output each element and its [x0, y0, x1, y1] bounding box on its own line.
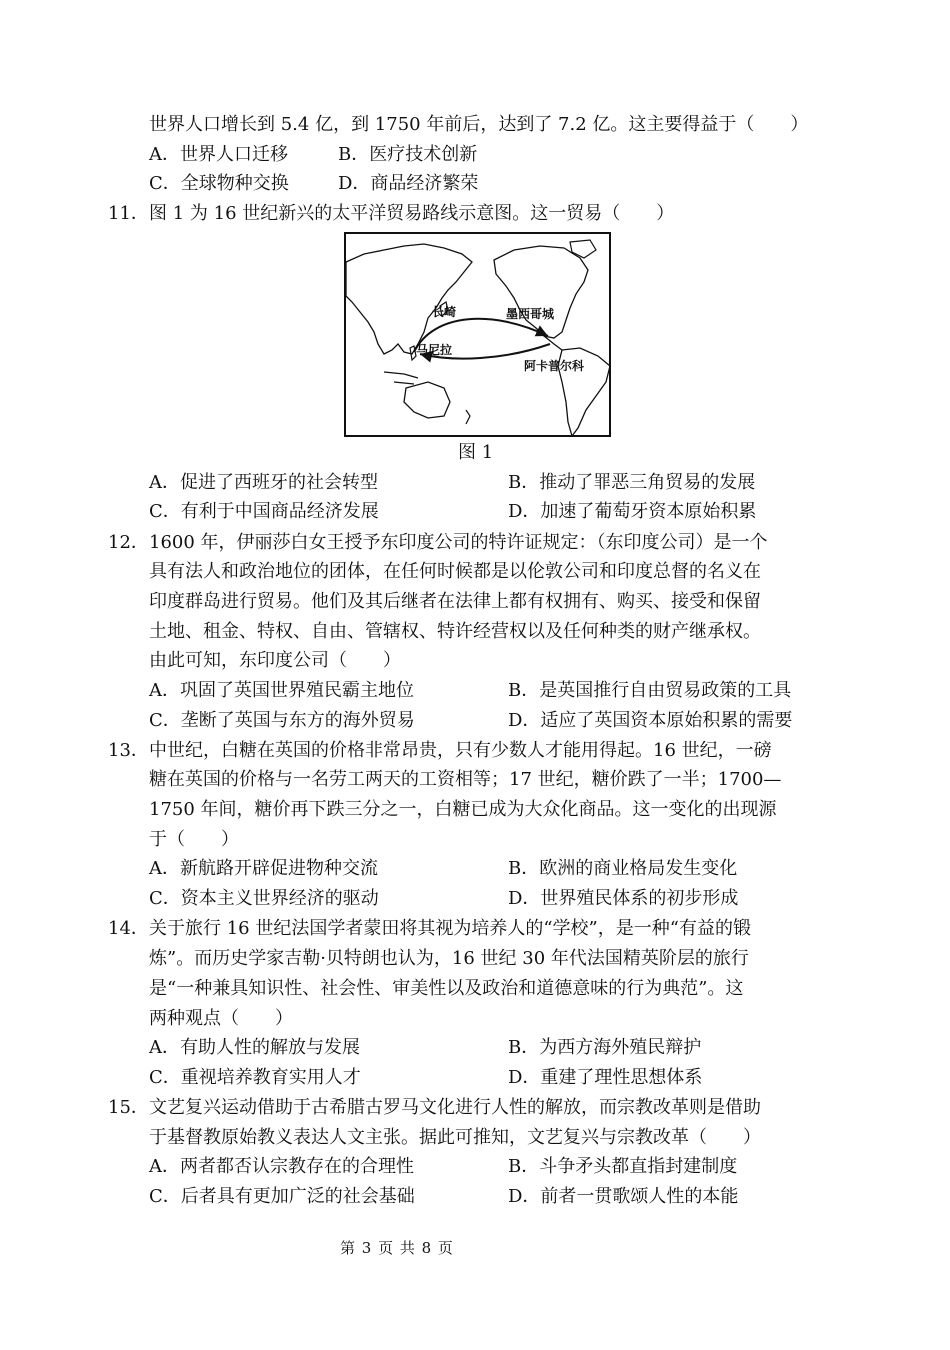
q14-line-4: 两种观点（ ） [149, 1008, 293, 1029]
q13-option-b[interactable]: B．欧洲的商业格局发生变化 [508, 858, 738, 879]
q10-option-c[interactable]: C．全球物种交换 [149, 173, 289, 194]
label-mexico-city: 墨西哥城 [506, 307, 555, 321]
page-footer: 第 3 页 共 8 页 [340, 1239, 454, 1257]
q10-option-b[interactable]: B．医疗技术创新 [338, 144, 478, 165]
label-nagasaki: 长崎 [432, 305, 457, 319]
q12-line-4: 土地、租金、特权、自由、管辖权、特许经营权以及任何种类的财产继承权。 [149, 621, 761, 642]
q15-number: 15． [108, 1097, 149, 1118]
q13-line-4: 于（ ） [149, 829, 239, 850]
q15-line-1: 文艺复兴运动借助于古希腊古罗马文化进行人性的解放，而宗教改革则是借助 [149, 1097, 761, 1118]
q14-option-b[interactable]: B．为西方海外殖民辩护 [508, 1037, 702, 1058]
figure-caption: 图 1 [458, 442, 494, 463]
q15-option-d[interactable]: D．前者一贯歌颂人性的本能 [508, 1186, 739, 1207]
q15-option-c[interactable]: C．后者具有更加广泛的社会基础 [149, 1186, 415, 1207]
q12-line-3: 印度群岛进行贸易。他们及其后继者在法律上都有权拥有、购买、接受和保留 [149, 591, 761, 612]
q14-option-a[interactable]: A．有助人性的解放与发展 [149, 1037, 360, 1058]
q14-line-2: 炼”。而历史学家吉勒·贝特朗也认为，16 世纪 30 年代法国精英阶层的旅行 [149, 948, 749, 969]
q11-option-c[interactable]: C．有利于中国商品经济发展 [149, 501, 379, 522]
q11-option-d[interactable]: D．加速了葡萄牙资本原始积累 [508, 501, 757, 522]
q11-stem: 图 1 为 16 世纪新兴的太平洋贸易路线示意图。这一贸易（ ） [149, 203, 675, 224]
q12-number: 12． [108, 532, 149, 553]
q12-option-b[interactable]: B．是英国推行自由贸易政策的工具 [508, 680, 792, 701]
q14-option-c[interactable]: C．重视培养教育实用人才 [149, 1067, 361, 1088]
q13-option-c[interactable]: C．资本主义世界经济的驱动 [149, 888, 379, 909]
map-frame [345, 233, 610, 436]
q13-line-1: 中世纪，白糖在英国的价格非常昂贵，只有少数人才能用得起。16 世纪，一磅 [149, 740, 772, 761]
q15-line-2: 于基督教原始教义表达人文主张。据此可推知，文艺复兴与宗教改革（ ） [149, 1127, 761, 1148]
q10-option-a[interactable]: A．世界人口迁移 [149, 144, 288, 165]
q11-option-a[interactable]: A．促进了西班牙的社会转型 [149, 472, 378, 493]
q10-stem-continuation: 世界人口增长到 5.4 亿，到 1750 年前后，达到了 7.2 亿。这主要得益于（ ） [149, 114, 809, 135]
q11-option-b[interactable]: B．推动了罪恶三角贸易的发展 [508, 472, 756, 493]
q15-option-a[interactable]: A．两者都否认宗教存在的合理性 [149, 1156, 414, 1177]
q13-number: 13． [108, 740, 149, 761]
label-manila: 马尼拉 [416, 343, 453, 357]
q15-option-b[interactable]: B．斗争矛头都直指封建制度 [508, 1156, 738, 1177]
q12-line-1: 1600 年，伊丽莎白女王授予东印度公司的特许证规定：（东印度公司）是一个 [149, 532, 768, 553]
q13-line-3: 1750 年间，糖价再下跌三分之一，白糖已成为大众化商品。这一变化的出现源 [149, 799, 777, 820]
q12-option-c[interactable]: C．垄断了英国与东方的海外贸易 [149, 710, 415, 731]
q11-number: 11． [108, 203, 149, 224]
q12-option-d[interactable]: D．适应了英国资本原始积累的需要 [508, 710, 793, 731]
q14-option-d[interactable]: D．重建了理性思想体系 [508, 1067, 703, 1088]
q14-line-3: 是“一种兼具知识性、社会性、审美性以及政治和道德意味的行为典范”。这 [149, 978, 744, 999]
label-acapulco: 阿卡普尔科 [524, 359, 585, 373]
pacific-trade-route-map [344, 232, 611, 437]
q12-line-5: 由此可知，东印度公司（ ） [149, 650, 401, 671]
q13-line-2: 糖在英国的价格与一名劳工两天的工资相等；17 世纪，糖价跌了一半；1700— [149, 769, 782, 790]
q12-line-2: 具有法人和政治地位的团体，在任何时候都是以伦敦公司和印度总督的名义在 [149, 561, 761, 582]
q12-option-a[interactable]: A．巩固了英国世界殖民霸主地位 [149, 680, 414, 701]
q10-option-d[interactable]: D．商品经济繁荣 [338, 173, 479, 194]
q13-option-a[interactable]: A．新航路开辟促进物种交流 [149, 858, 378, 879]
q14-line-1: 关于旅行 16 世纪法国学者蒙田将其视为培养人的“学校”，是一种“有益的锻 [149, 918, 751, 939]
q13-option-d[interactable]: D．世界殖民体系的初步形成 [508, 888, 739, 909]
q14-number: 14． [108, 918, 149, 939]
